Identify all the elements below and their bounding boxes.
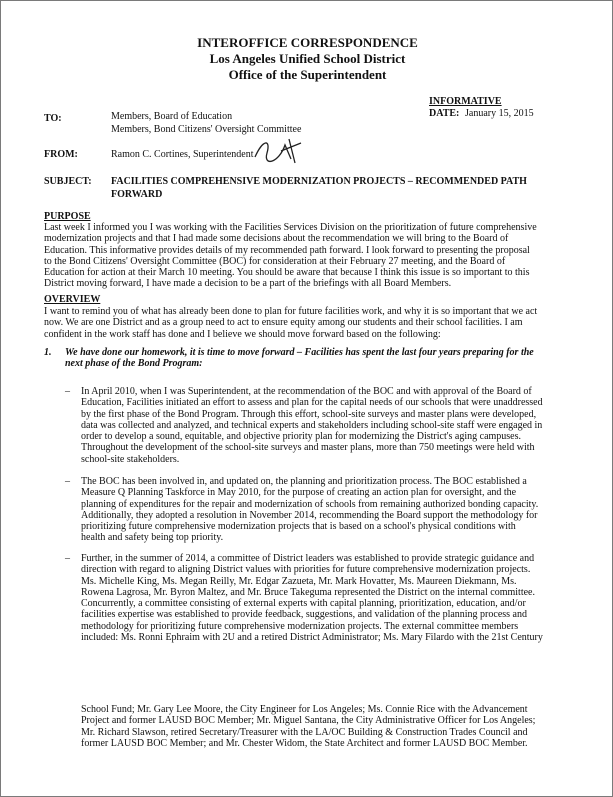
bullet-paragraph xyxy=(81,476,573,544)
paragraph-line: Concurrently, a committee consisting of external experts with capital planning, prioritization, education, and/or xyxy=(81,598,526,610)
paragraph-line: Measure Q Planning Taskforce in May 2010, for the purpose of creating an action plan for oversight, and the xyxy=(81,487,517,499)
paragraph-line: District moving forward, I have made a decision to be a part of the briefings with all Board Members. xyxy=(44,278,452,290)
paragraph-line: to the Bond Citizens' Oversight Committee (BOC) for consideration at their February 27 meeting, and the Board of xyxy=(44,255,506,267)
bullet-dash: – xyxy=(65,553,70,564)
paragraph-line: next phase of the Bond Program: xyxy=(65,358,203,370)
paragraph-line: Further, in the summer of 2014, a committee of District leaders was established to provide strategic guidance and xyxy=(81,553,535,564)
from-label: FROM: xyxy=(44,149,78,160)
paragraph-line: Education for action at their March 10 meeting. You should be aware that because I think this issue is so important to this xyxy=(44,267,530,279)
paragraph-line: In April 2010, when I was Superintendent, at the recommendation of the BOC and with approval of the Board of xyxy=(81,386,532,397)
point-number: 1. xyxy=(44,347,52,358)
paragraph-line: Mr. Richard Slawson, retired Secretary/Treasurer with the LA/OC Building & Construction Trades Council and xyxy=(81,726,528,738)
paragraph-line: direction with regard to aligning District values with priorities for future comprehensive modernization projects. xyxy=(81,564,531,576)
to-line: Members, Board of Education xyxy=(111,111,233,122)
paragraph-line: Last week I informed you I was working with the Facilities Services Division on the prioritization of future comprehensive xyxy=(44,222,537,233)
paragraph-line: health and safety being top priority. xyxy=(81,532,224,544)
paragraph-line: Additionally, they adopted a resolution in November 2014, recommending the Board support the methodology for xyxy=(81,509,538,521)
paragraph-line: modernization projects and that I had made some decisions about the recommendation we will bring to the Board of xyxy=(44,233,509,245)
header-office: Office of the Superintendent xyxy=(228,67,387,82)
paragraph-line: included: Ms. Ronni Ephraim with 2U and a retired District Administrator; Ms. Mary Filardo with the 21st Century xyxy=(81,632,543,644)
point-heading xyxy=(65,347,571,370)
informative-badge: INFORMATIVE xyxy=(429,96,502,107)
paragraph-line: Project and former LAUSD BOC Member; Mr. Miguel Santana, the City Administrative Officer for Los Angeles; xyxy=(81,715,536,727)
overview-heading: OVERVIEW xyxy=(44,294,101,305)
header-correspondence: INTEROFFICE CORRESPONDENCE xyxy=(197,35,418,50)
continuation-paragraph xyxy=(81,704,573,749)
paragraph-line: data was collected and analyzed, and technical experts and stakeholders including school-site staff were engaged in xyxy=(81,419,543,431)
paragraph-line: School Fund; Mr. Gary Lee Moore, the City Engineer for Los Angeles; Ms. Connie Rice with the Advancement xyxy=(81,704,528,715)
paragraph-line: school-site stakeholders. xyxy=(81,453,180,465)
from-value: Ramon C. Cortines, Superintendent xyxy=(111,149,254,160)
paragraph-line: Throughout the development of the school-site surveys and master plans, more than 750 meetings were held with xyxy=(81,442,535,454)
signature-mark xyxy=(251,135,306,167)
bullet-paragraph xyxy=(81,386,573,465)
paragraph-line: by the first phase of the Bond Program. Through this effort, school-site surveys and master plans were developed, xyxy=(81,408,537,420)
subject-label: SUBJECT: xyxy=(44,176,92,187)
date-value: January 15, 2015 xyxy=(465,108,534,119)
paragraph-line: confident in the work staff has done and I believe we should move forward based on the following: xyxy=(44,328,441,340)
paragraph-line: The BOC has been involved in, and updated on, the planning and prioritization process. The BOC established a xyxy=(81,476,527,487)
paragraph-line: prioritizing future comprehensive modernization projects that is based on a school's physical conditions with xyxy=(81,521,516,533)
purpose-heading: PURPOSE xyxy=(44,211,91,222)
paragraph-line: now. We are one District and as a group need to act to ensure equity among our students and their school facilities. I am xyxy=(44,317,523,329)
paragraph-line: We have done our homework, it is time to move forward – Facilities has spent the last four years preparing for the xyxy=(65,347,534,358)
paragraph-line: Education. This informative provides details of my recommended path forward. I look forward to presenting the proposal xyxy=(44,244,530,256)
bullet-dash: – xyxy=(65,386,70,397)
purpose-paragraph xyxy=(44,222,572,290)
paragraph-line: Rowena Lagrosa, Mr. Byron Maltez, and Mr. Bruce Takeguma represented the District on the internal committee. xyxy=(81,586,535,598)
subject-line: FACILITIES COMPREHENSIVE MODERNIZATION PROJECTS – RECOMMENDED PATH xyxy=(111,176,527,187)
bullet-dash: – xyxy=(65,476,70,487)
subject-line: FORWARD xyxy=(111,189,163,200)
paragraph-line: former LAUSD BOC Member; and Mr. Chester Widom, the State Architect and former LAUSD BOC Member. xyxy=(81,737,528,749)
bullet-paragraph xyxy=(81,553,573,643)
paragraph-line: I want to remind you of what has already been done to plan for future facilities work, and why it is so important that we act xyxy=(44,306,538,317)
paragraph-line: Education, Facilities initiated an effort to assess and plan for the capital needs of our schools that were unaddressed xyxy=(81,397,543,409)
to-label: TO: xyxy=(44,113,62,124)
header-district: Los Angeles Unified School District xyxy=(209,51,406,66)
to-line: Members, Bond Citizens' Oversight Committee xyxy=(111,124,302,135)
paragraph-line: Ms. Michelle King, Ms. Megan Reilly, Mr. Edgar Zazueta, Mr. Mark Hovatter, Ms. Maureen Diekmann, Ms. xyxy=(81,575,517,587)
overview-paragraph xyxy=(44,306,572,340)
paragraph-line: facilities expertise was established to provide feedback, suggestions, and validation of the planning process and xyxy=(81,609,527,621)
paragraph-line: planning of expenditures for the repair and modernization of schools from remaining authorized bonding capacity. xyxy=(81,498,539,510)
paragraph-line: methodology for prioritizing future comprehensive modernization projects. The external committee members xyxy=(81,620,519,632)
paragraph-line: order to develop a sound, equitable, and objective priority plan for modernizing the District's aging campuses. xyxy=(81,431,522,443)
date-label: DATE: xyxy=(429,108,460,119)
